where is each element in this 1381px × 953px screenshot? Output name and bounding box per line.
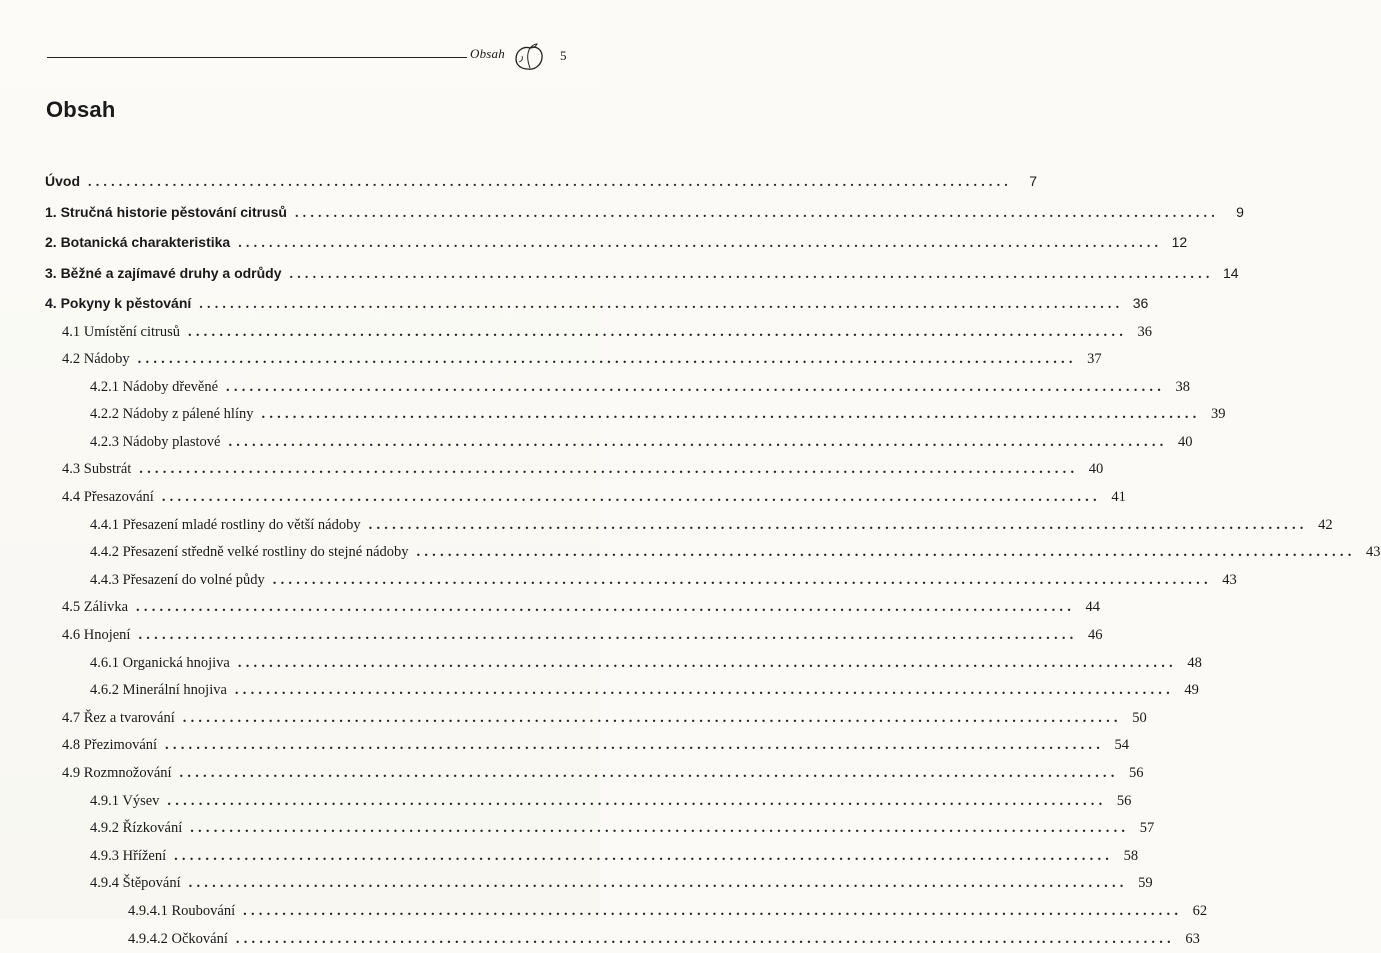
toc-dot-leader: ........................................................................................................................ <box>237 654 1177 671</box>
toc-entry-title: 4.9.3 Hřížení <box>90 847 167 864</box>
toc-entry <box>0 401 1226 429</box>
toc-entry-page: 36 <box>1137 323 1153 340</box>
toc-entry-page: 56 <box>1116 792 1132 809</box>
toc-entry-page: 50 <box>1132 709 1147 726</box>
toc-entry-title: 4.3 Substrát <box>62 461 132 478</box>
toc-entry <box>0 594 1101 622</box>
toc-dot-leader: ........................................................................................................................ <box>289 266 1214 282</box>
toc-dot-leader: ........................................................................................................................ <box>238 236 1163 251</box>
toc-entry <box>0 346 1102 374</box>
page-number: 5 <box>560 48 567 63</box>
toc-dot-leader: ........................................................................................................................ <box>234 682 1174 699</box>
toc-entry-page: 58 <box>1123 847 1139 864</box>
toc-dot-leader: ........................................................................................................................ <box>174 847 1114 864</box>
toc-dot-leader: ........................................................................................................................ <box>228 433 1168 450</box>
toc-dot-leader: ........................................................................................................................ <box>161 489 1101 506</box>
toc-entry <box>0 705 1147 733</box>
toc-entry-page: 54 <box>1114 737 1130 754</box>
toc-entry <box>0 484 1126 512</box>
toc-entry <box>0 197 1244 228</box>
toc-entry-title: 4.4.1 Přesazení mladé rostliny do větší nádoby <box>90 516 361 533</box>
toc-entry-title: 4.9.4.1 Roubování <box>128 902 236 919</box>
toc-dot-leader: ........................................................................................................................ <box>179 765 1119 781</box>
toc-entry-title: 4.4.2 Přesazení středně velké rostliny do stejné nádoby <box>90 544 409 561</box>
toc-entry <box>0 227 1188 258</box>
toc-dot-leader: ........................................................................................................................ <box>416 544 1356 561</box>
toc-entry <box>0 456 1104 484</box>
toc-dot-leader: ........................................................................................................................ <box>294 205 1219 221</box>
toc-entry-title: 4.5 Zálivka <box>62 599 129 616</box>
toc-entry-page: 38 <box>1175 378 1191 395</box>
toc-entry-title: 4.7 Řez a tvarování <box>62 709 175 726</box>
toc-dot-leader: ........................................................................................................................ <box>190 820 1130 837</box>
toc-dot-leader: ........................................................................................................................ <box>167 792 1107 809</box>
toc-entry <box>0 788 1132 816</box>
toc-entry-title: 4.6.1 Organická hnojiva <box>90 654 230 671</box>
toc-dot-leader: ........................................................................................................................ <box>165 737 1105 754</box>
toc-entry <box>0 760 1144 788</box>
toc-dot-leader: ........................................................................................................................ <box>88 175 1012 190</box>
toc-entry <box>0 677 1199 705</box>
toc-entry <box>0 926 1200 953</box>
toc-entry <box>0 870 1153 898</box>
toc-entry-page: 62 <box>1192 902 1208 919</box>
toc-entry <box>0 429 1193 457</box>
toc-entry <box>0 650 1202 678</box>
toc-entry-title: 4.2.3 Nádoby plastové <box>90 433 221 450</box>
toc-dot-leader: ........................................................................................................................ <box>235 930 1175 947</box>
toc-entry <box>0 166 1037 197</box>
toc-entry-title: 1. Stručná historie pěstování citrusů <box>45 203 287 220</box>
toc-entry-page: 56 <box>1129 765 1144 781</box>
toc-entry <box>0 898 1208 926</box>
toc-dot-leader: ........................................................................................................................ <box>272 571 1212 588</box>
toc-entry <box>0 622 1103 650</box>
toc-entry-page: 9 <box>1236 203 1244 220</box>
toc-dot-leader: ........................................................................................................................ <box>243 902 1183 919</box>
toc-dot-leader: ........................................................................................................................ <box>261 406 1201 423</box>
toc-entry-title: 4.8 Přezimování <box>62 737 158 754</box>
toc-entry <box>0 732 1130 760</box>
toc-entry-page: 12 <box>1171 234 1188 250</box>
toc-dot-leader: ........................................................................................................................ <box>188 323 1128 340</box>
toc-entry-title: 4.9.1 Výsev <box>90 792 160 809</box>
toc-entry-title: 4.2.2 Nádoby z pálené hlíny <box>90 406 254 423</box>
citrus-fruit-ornament-icon <box>510 42 548 72</box>
toc-dot-leader: ........................................................................................................................ <box>137 351 1077 368</box>
toc-entry-title: 4.6 Hnojení <box>62 627 131 644</box>
running-header-title: Obsah <box>470 46 505 61</box>
toc-entry-page: 49 <box>1184 682 1199 699</box>
toc-dot-leader: ........................................................................................................................ <box>139 461 1079 478</box>
toc-entry-title: 4.9 Rozmnožování <box>62 765 172 781</box>
toc-entry-title: 4.4.3 Přesazení do volné půdy <box>90 571 265 588</box>
toc-entry-page: 37 <box>1087 351 1102 368</box>
toc-dot-leader: ........................................................................................................................ <box>199 297 1124 312</box>
toc-dot-leader: ........................................................................................................................ <box>138 627 1078 644</box>
toc-entry-title: 4.2 Nádoby <box>62 351 130 368</box>
toc-entry-title: 2. Botanická charakteristika <box>45 234 231 250</box>
toc-entry-page: 42 <box>1318 516 1333 533</box>
toc-entry-page: 36 <box>1132 295 1149 311</box>
toc-entry-title: 4.1 Umístění citrusů <box>62 323 181 340</box>
toc-entry <box>0 258 1239 289</box>
toc-dot-leader: ........................................................................................................................ <box>226 378 1166 395</box>
toc-entry-page: 43 <box>1222 571 1237 588</box>
toc-entry <box>0 815 1155 843</box>
toc-entry-page: 46 <box>1087 627 1103 644</box>
toc-entry-page: 7 <box>1029 173 1037 189</box>
toc-entry <box>0 374 1191 402</box>
toc-entry-title: 4.9.4 Štěpování <box>90 875 181 892</box>
toc-entry <box>0 288 1149 319</box>
toc-entry-page: 59 <box>1138 875 1153 892</box>
toc-entry <box>0 567 1237 595</box>
toc-entry-page: 43 <box>1366 544 1381 561</box>
header-rule <box>47 57 467 58</box>
toc-entry <box>0 319 1153 347</box>
toc-entry <box>0 843 1139 871</box>
page-title: Obsah <box>46 97 116 122</box>
toc-entry-title: 4.9.4.2 Očkování <box>128 930 228 947</box>
toc-entry-title: Úvod <box>45 173 80 189</box>
toc-entry-page: 63 <box>1185 930 1200 947</box>
toc-dot-leader: ........................................................................................................................ <box>136 599 1076 616</box>
toc-entry-title: 4. Pokyny k pěstování <box>45 295 192 311</box>
toc-entry-title: 3. Běžné a zajímavé druhy a odrůdy <box>45 264 282 281</box>
toc-entry-page: 40 <box>1088 461 1104 478</box>
toc-entry-title: 4.4 Přesazování <box>62 489 154 506</box>
toc-entry-page: 48 <box>1187 654 1202 671</box>
toc-entry-page: 41 <box>1111 489 1126 506</box>
toc-entry-title: 4.2.1 Nádoby dřevěné <box>90 378 219 395</box>
toc-entry-page: 40 <box>1177 433 1193 450</box>
toc-entry <box>0 512 1333 540</box>
toc-entry-title: 4.9.2 Řízkování <box>90 820 183 837</box>
table-of-contents <box>0 166 1381 953</box>
toc-entry-title: 4.6.2 Minerální hnojiva <box>90 682 227 699</box>
toc-dot-leader: ........................................................................................................................ <box>188 875 1128 892</box>
toc-entry <box>0 539 1381 567</box>
toc-entry-page: 39 <box>1211 406 1226 423</box>
toc-dot-leader: ........................................................................................................................ <box>182 709 1122 726</box>
toc-dot-leader: ........................................................................................................................ <box>368 516 1308 533</box>
toc-entry-page: 14 <box>1222 264 1239 281</box>
toc-entry-page: 44 <box>1085 599 1101 616</box>
toc-entry-page: 57 <box>1139 820 1155 837</box>
